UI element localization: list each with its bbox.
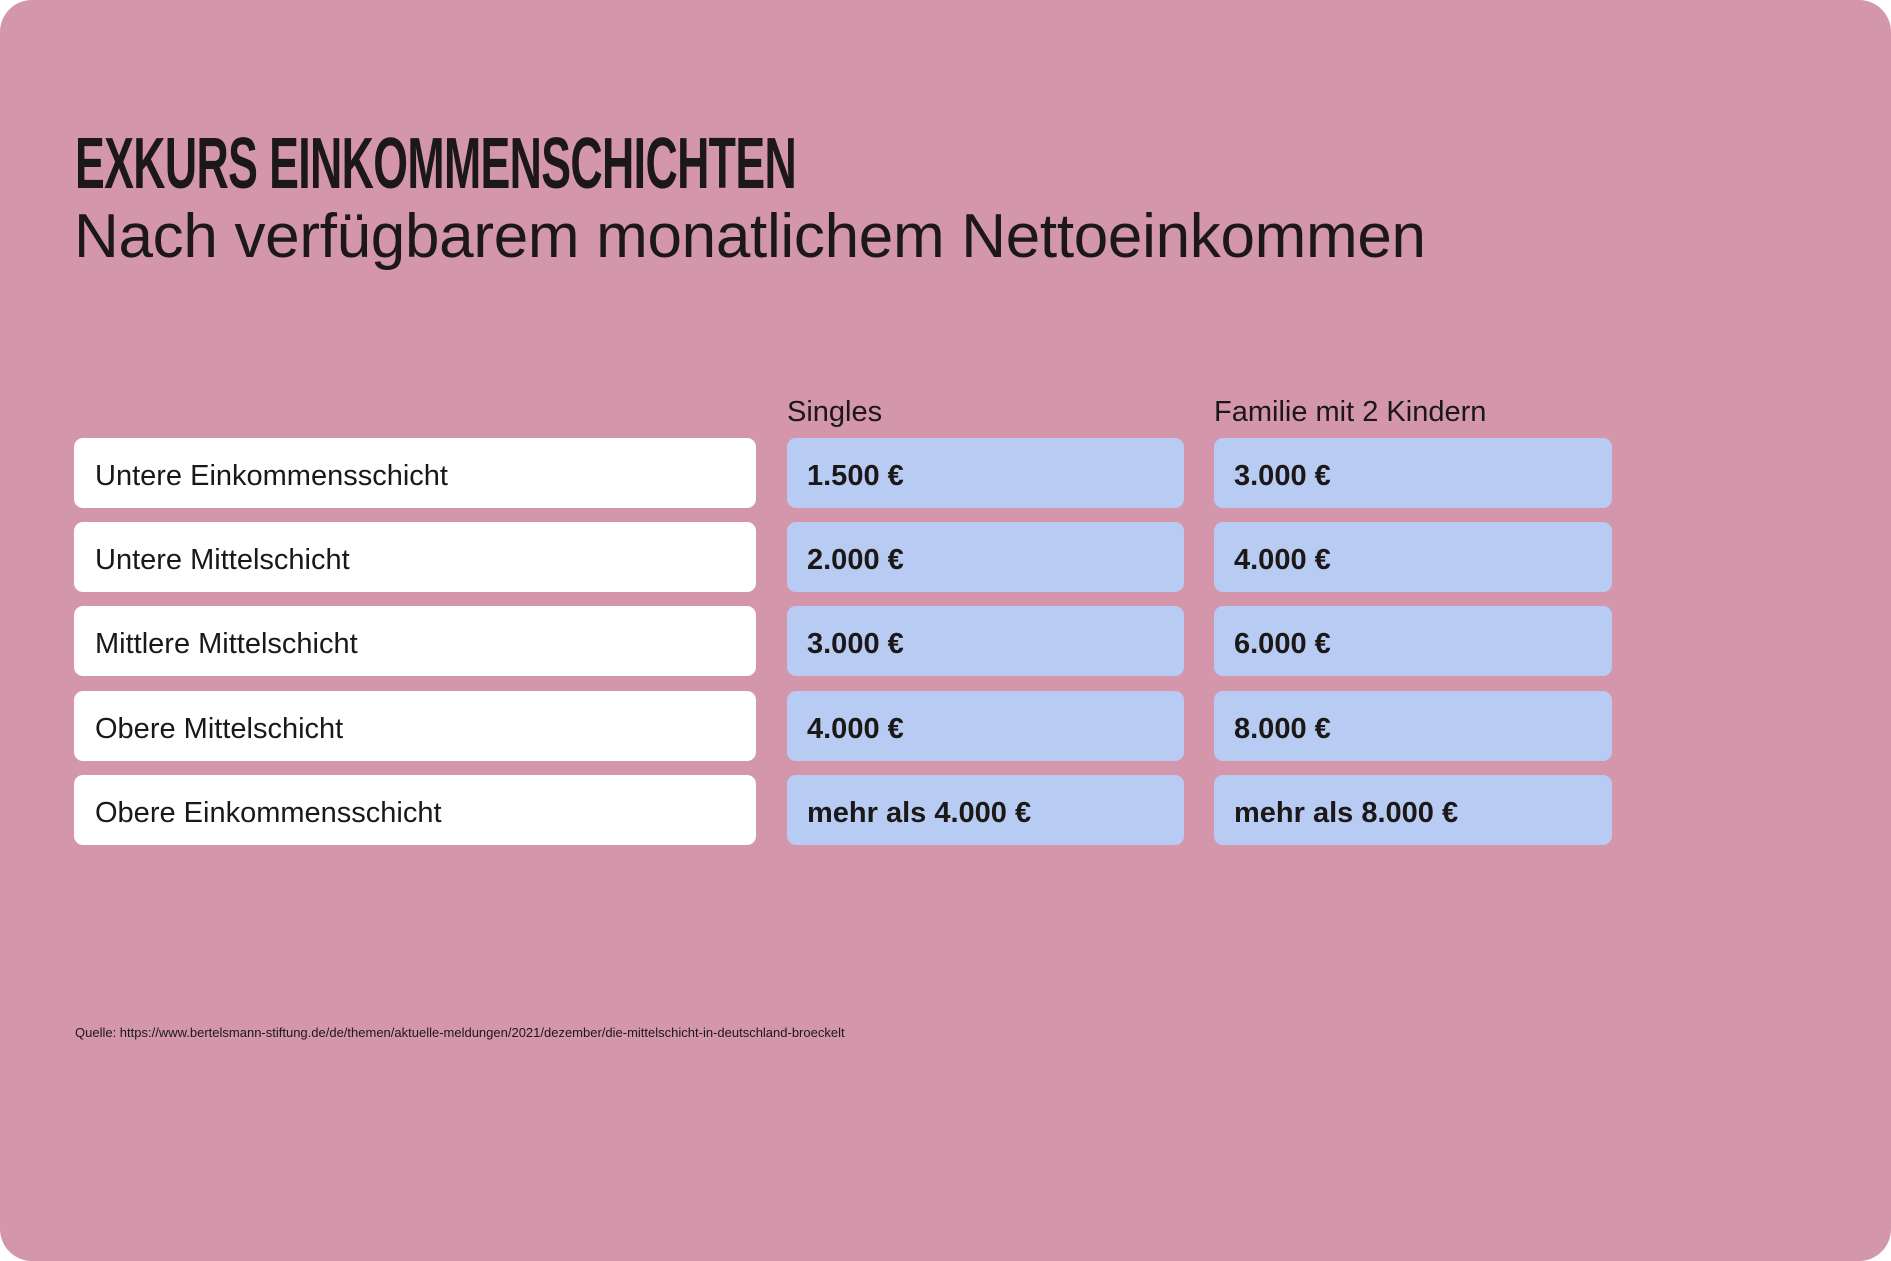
- singles-value: 1.500 €: [807, 459, 904, 492]
- singles-value-cell: [787, 691, 1184, 761]
- family-value: 6.000 €: [1234, 627, 1331, 660]
- column-header-singles: Singles: [787, 396, 883, 428]
- family-value-cell: [1214, 775, 1612, 845]
- family-value: 4.000 €: [1234, 543, 1331, 576]
- family-value-cell: [1214, 606, 1612, 676]
- page-title: EXKURS EINKOMMENSCHICHTEN: [75, 124, 797, 204]
- family-value: 3.000 €: [1234, 459, 1331, 492]
- row-label-cell: [74, 522, 756, 592]
- singles-value: mehr als 4.000 €: [807, 796, 1032, 829]
- family-value: mehr als 8.000 €: [1234, 796, 1459, 829]
- row-label: Untere Mittelschicht: [95, 543, 350, 576]
- row-label-cell: [74, 606, 756, 676]
- family-value: 8.000 €: [1234, 712, 1331, 745]
- page-subtitle: Nach verfügbarem monatlichem Nettoeinkommen: [74, 202, 1426, 271]
- family-value-cell: [1214, 438, 1612, 508]
- singles-value: 3.000 €: [807, 627, 904, 660]
- singles-value: 2.000 €: [807, 543, 904, 576]
- singles-value-cell: [787, 522, 1184, 592]
- singles-value-cell: [787, 438, 1184, 508]
- row-label: Mittlere Mittelschicht: [95, 627, 358, 660]
- source-citation: Quelle: https://www.bertelsmann-stiftung.de/de/themen/aktuelle-meldungen/2021/dezember/die-mittelschicht-in-deutschland-broeckelt: [75, 1025, 845, 1040]
- singles-value-cell: [787, 606, 1184, 676]
- row-label: Obere Mittelschicht: [95, 712, 344, 745]
- singles-value: 4.000 €: [807, 712, 904, 745]
- row-label-cell: [74, 438, 756, 508]
- row-label-cell: [74, 691, 756, 761]
- row-label: Obere Einkommensschicht: [95, 796, 442, 829]
- row-label: Untere Einkommensschicht: [95, 459, 448, 492]
- family-value-cell: [1214, 522, 1612, 592]
- singles-value-cell: [787, 775, 1184, 845]
- family-value-cell: [1214, 691, 1612, 761]
- column-header-family: Familie mit 2 Kindern: [1214, 396, 1487, 428]
- row-label-cell: [74, 775, 756, 845]
